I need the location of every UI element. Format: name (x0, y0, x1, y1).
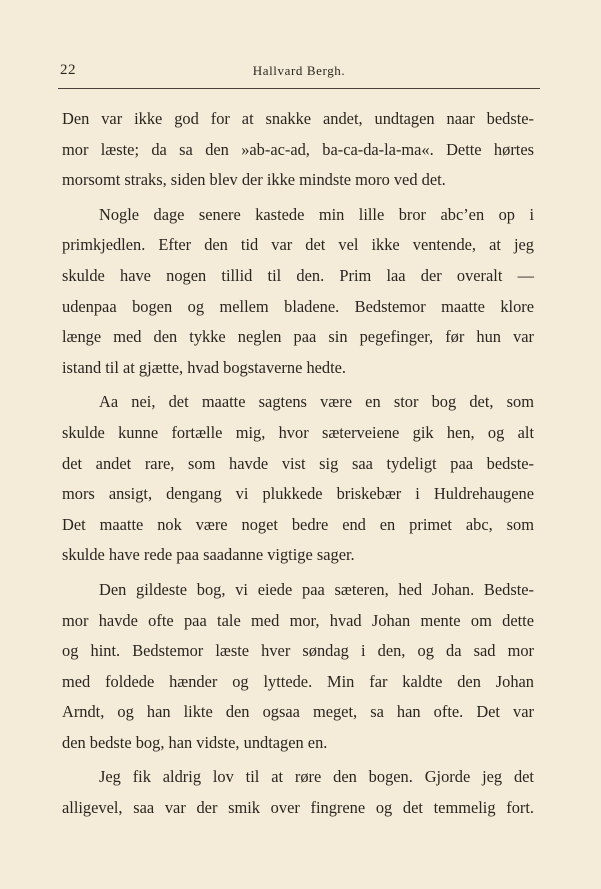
page-number: 22 (60, 62, 76, 78)
text-line: primkjedlen. Efter den tid var det vel ikke ventende, at jeg (62, 235, 534, 255)
text-line: med foldede hænder og lyttede. Min far kaldte den Johan (62, 671, 534, 691)
paragraph (62, 104, 534, 196)
text-line: skulde have nogen tillid til den. Prim laa der overalt — (62, 265, 534, 285)
text-line: Jeg fik aldrig lov til at røre den bogen. Gjorde jeg det (99, 767, 534, 787)
text-line: mors ansigt, dengang vi plukkede briskebær i Huldrehaugene (62, 484, 534, 504)
text-line: Den gildeste bog, vi eiede paa sæteren, hed Johan. Bedste- (99, 579, 534, 599)
text-line: alligevel, saa var der smik over fingrene og det temmelig fort. (62, 798, 534, 818)
text-line: Arndt, og han likte den ogsaa meget, sa han ofte. Det var (62, 702, 534, 722)
paragraph (62, 762, 534, 823)
running-head: Hallvard Bergh. (252, 63, 346, 78)
body-text (62, 104, 534, 824)
text-line: morsomt straks, siden blev der ikke mindste moro ved det. (62, 170, 446, 190)
text-line: istand til at gjætte, hvad bogstaverne hedte. (62, 357, 347, 377)
text-line: Nogle dage senere kastede min lille bror abc’en op i (99, 204, 534, 224)
text-line: den bedste bog, han vidste, undtagen en. (62, 732, 328, 752)
text-line: Aa nei, det maatte sagtens være en stor bog det, som (99, 392, 534, 412)
text-line: mor havde ofte paa tale med mor, hvad Johan mente om dette (62, 610, 534, 630)
header-rule (58, 88, 540, 89)
text-line: Det maatte nok være noget bedre end en primet abc, som (62, 514, 534, 534)
paragraph (62, 387, 534, 571)
text-line: udenpaa bogen og mellem bladene. Bedstemor maatte klore (62, 296, 534, 316)
text-line: længe med den tykke neglen paa sin pegefinger, før hun var (62, 327, 534, 347)
paragraph (62, 575, 534, 759)
page-header (60, 62, 538, 82)
text-line: det andet rare, som havde vist sig saa tydeligt paa bedste- (62, 453, 534, 473)
text-line: skulde have rede paa saadanne vigtige sager. (62, 545, 355, 565)
text-line: Den var ikke god for at snakke andet, undtagen naar bedste- (62, 109, 534, 128)
text-line: mor læste; da sa den »ab-ac-ad, ba-ca-da-la-ma«. Dette hørtes (62, 139, 534, 159)
text-line: og hint. Bedstemor læste hver søndag i den, og da sad mor (62, 641, 534, 661)
text-line: skulde kunne fortælle mig, hvor sæterveiene gik hen, og alt (62, 422, 534, 442)
paragraph (62, 200, 534, 384)
